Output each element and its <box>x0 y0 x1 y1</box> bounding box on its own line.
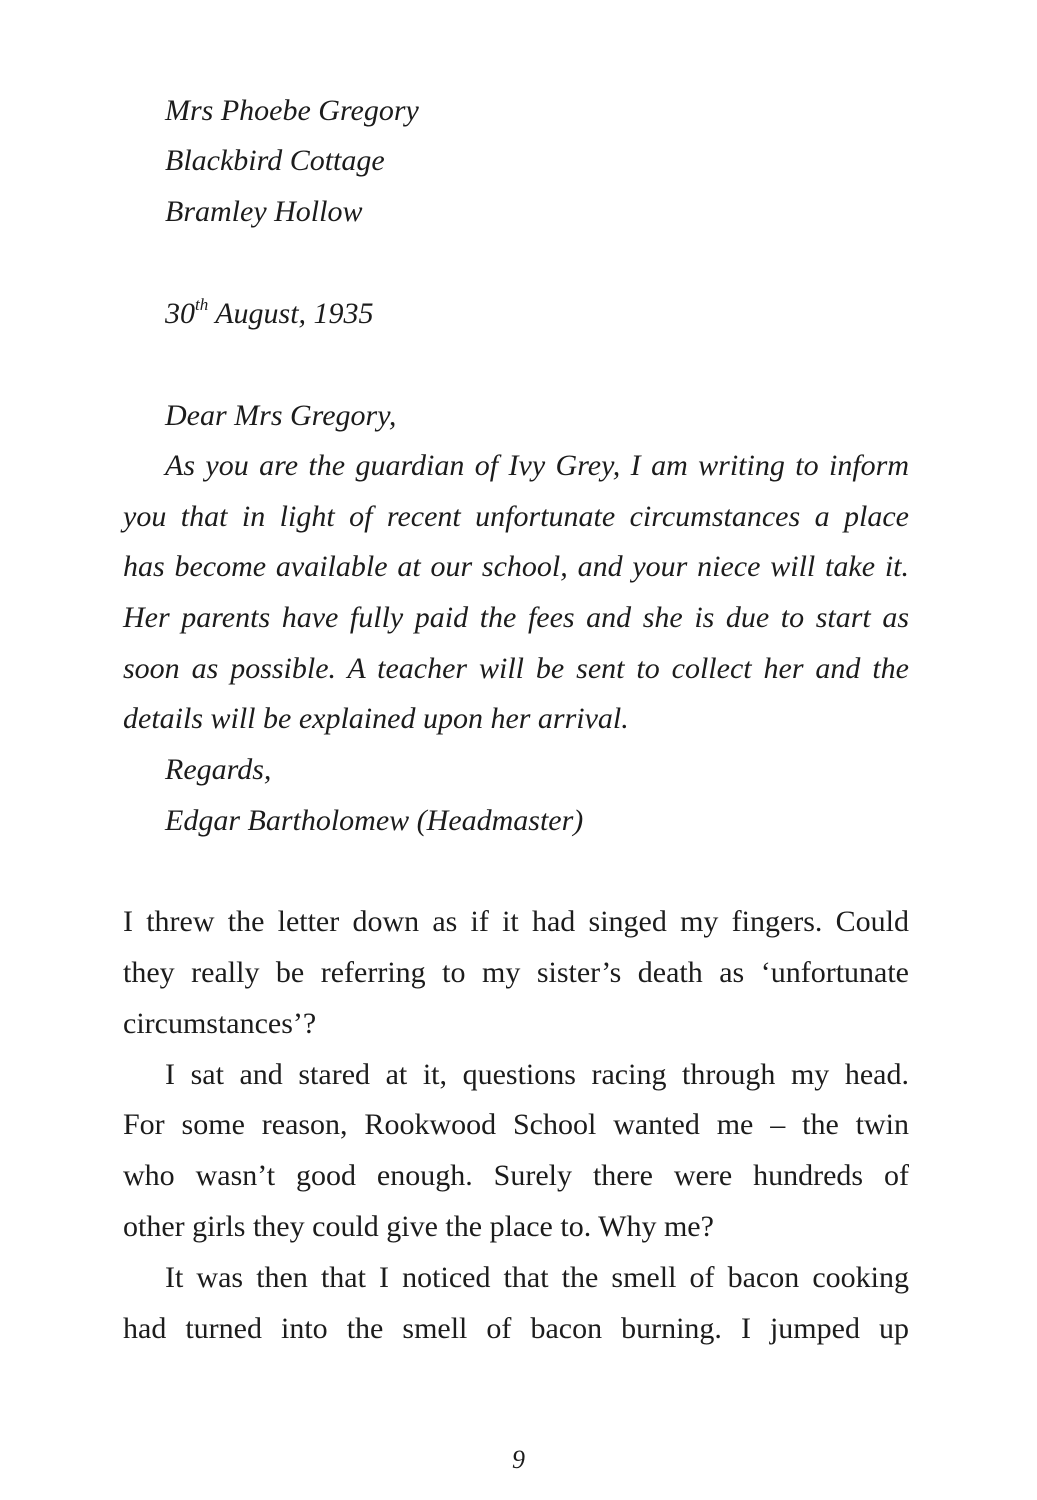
letter-body-line: As you are the guardian of Ivy Grey, I am writing to inform <box>165 449 909 482</box>
letter-address-line: Mrs Phoebe Gregory <box>165 94 419 127</box>
narrative-line: circumstances’? <box>123 1007 317 1040</box>
narrative-line: who wasn’t good enough. Surely there were hundreds of <box>123 1159 909 1192</box>
narrative-line: I sat and stared at it, questions racing through my head. <box>165 1058 909 1091</box>
letter-address-line: Bramley Hollow <box>165 195 363 228</box>
narrative-line: I threw the letter down as if it had singed my fingers. Could <box>123 905 909 938</box>
letter-body-line: Her parents have fully paid the fees and she is due to start as <box>123 601 909 634</box>
letter-address-line: Blackbird Cottage <box>165 144 385 177</box>
letter-date <box>165 294 374 334</box>
letter-closing: Regards, <box>165 753 272 786</box>
letter-body-line: details will be explained upon her arrival. <box>123 702 629 735</box>
letter-date-day: 30 <box>165 297 195 330</box>
letter-salutation: Dear Mrs Gregory, <box>165 399 397 432</box>
page-number: 9 <box>512 1445 525 1474</box>
narrative-line: For some reason, Rookwood School wanted me – the twin <box>123 1108 909 1141</box>
letter-date-suffix: th <box>195 295 209 314</box>
narrative-line: It was then that I noticed that the smell of bacon cooking <box>165 1261 909 1294</box>
letter-body-line: soon as possible. A teacher will be sent to collect her and the <box>123 652 909 685</box>
letter-date-rest: August, 1935 <box>208 297 374 330</box>
letter-body-line: you that in light of recent unfortunate circumstances a place <box>123 500 909 533</box>
letter-body-line: has become available at our school, and your niece will take it. <box>123 550 909 583</box>
letter-signature: Edgar Bartholomew (Headmaster) <box>165 804 584 837</box>
narrative-line: other girls they could give the place to. Why me? <box>123 1210 714 1243</box>
narrative-line: they really be referring to my sister’s death as ‘unfortunate <box>123 956 909 989</box>
narrative-line: had turned into the smell of bacon burning. I jumped up <box>123 1312 909 1345</box>
